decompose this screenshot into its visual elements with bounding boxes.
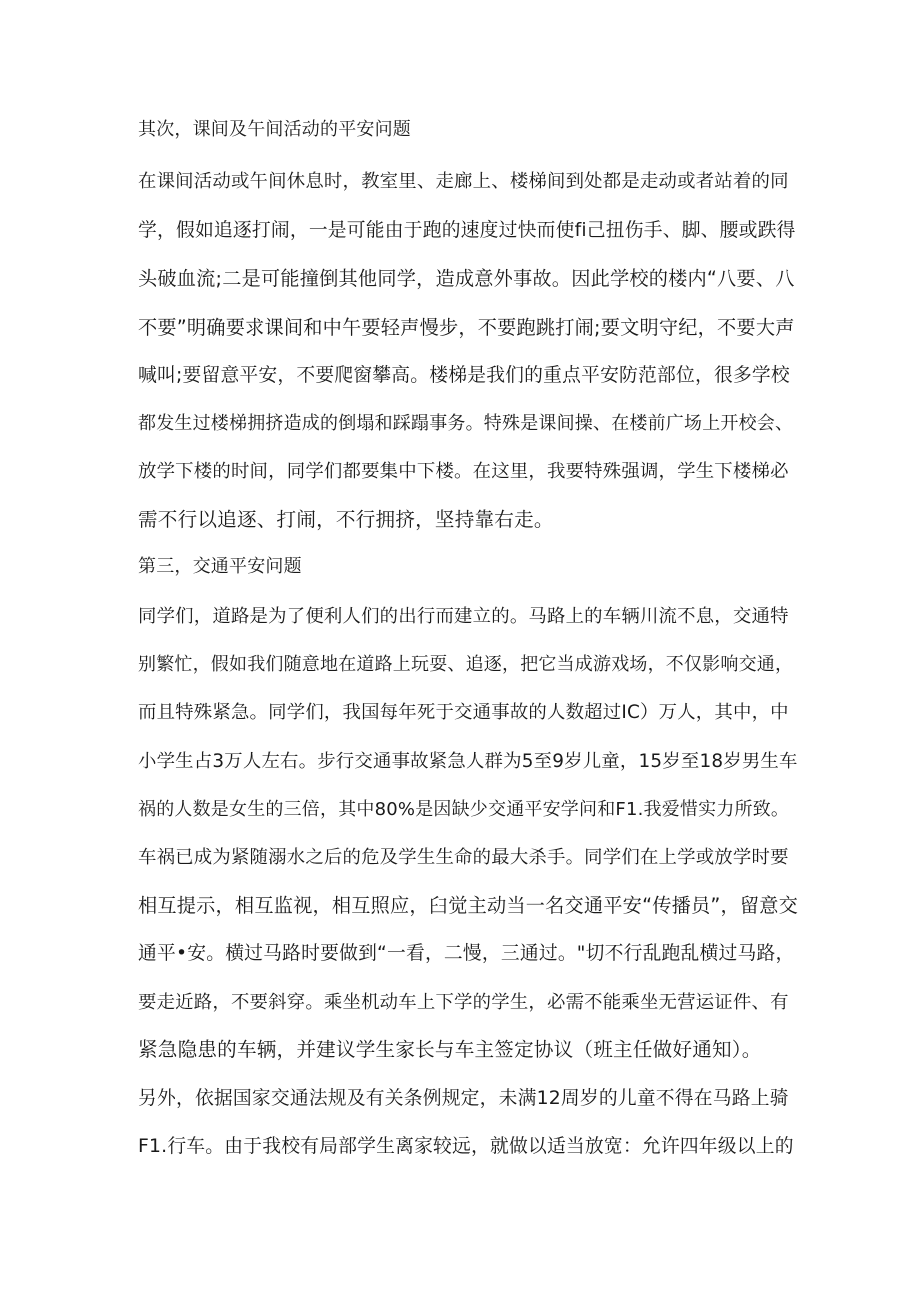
paragraph-line: 而且特殊紧急。同学们，我国每年死于交通事故的人数超过IC）万人，其中，中 [138, 702, 789, 723]
paragraph-line: 在课间活动或午间休息时，教室里、走廊上、楼梯间到处都是走动或者站着的同 [138, 171, 789, 192]
section-heading-activity-safety: 其次，课间及午间活动的平安问题 [138, 119, 411, 140]
paragraph-line: 紧急隐患的车辆，并建议学生家长与车主签定协议（班主任做好通知）。 [138, 1038, 762, 1061]
paragraph-line: 小学生占3万人左右。步行交通事故紧急人群为5至9岁儿童，15岁至18岁男生车 [138, 751, 798, 772]
paragraph-line: 车祸已成为紧随溺水之后的危及学生生命的最大杀手。同学们在上学或放学时要 [138, 847, 789, 868]
paragraph-line: 祸的人数是女生的三倍，其中80%是因缺少交通平安学问和F1.我爱惜实力所致。 [138, 799, 790, 820]
paragraph-line: 不要”明确要求课间和中午要轻声慢步，不要跑跳打闹;要文明守纪，不要大声 [138, 316, 795, 339]
paragraph-line: 同学们，道路是为了便利人们的出行而建立的。马路上的车辆川流不息，交通特 [138, 606, 789, 627]
paragraph-line: 学，假如追逐打闹，一是可能由于跑的速度过快而使fi己扭伤手、脚、腰或跌得 [138, 220, 796, 241]
paragraph-line: F1.行车。由于我校有局部学生离家较远，就做以适当放宽：允许四年级以上的 [138, 1136, 794, 1157]
paragraph-line: 另外，依据国家交通法规及有关条例规定，未满12周岁的儿童不得在马路上骑 [138, 1088, 789, 1109]
paragraph-line: 相互提示，相互监视，相互照应，臼觉主动当一名交通平安“传播员”，留意交 [138, 894, 799, 917]
paragraph-line: 头破血流;二是可能撞倒其他同学，造成意外事故。因此学校的楼内“八要、八 [138, 267, 795, 290]
paragraph-line: 要走近路，不要斜穿。乘坐机动车上下学的学生，必需不能乘坐无营运证件、有 [138, 992, 789, 1013]
paragraph-line: 别繁忙，假如我们随意地在道路上玩耍、追逐，把它当成游戏场，不仅影响交通， [138, 654, 794, 675]
paragraph-line: 都发生过楼梯拥挤造成的倒塌和踩蹋事务。特殊是课间操、在楼前广场上开校会、 [138, 413, 794, 434]
paragraph-line: 放学下楼的时间，同学们都要集中下楼。在这里，我要特殊强调，学生下楼梯必 [138, 461, 789, 482]
paragraph-line: 需不行以追逐、打闹，不行拥挤，坚持靠右走。 [138, 508, 554, 531]
paragraph-line: 喊叫;要留意平安，不要爬窗攀高。楼梯是我们的重点平安防范部位，很多学校 [138, 365, 790, 386]
paragraph-line: 通平•安。横过马路时要做到“一看，二慢，三通过。"切不行乱跑乱横过马路， [138, 943, 795, 964]
section-heading-traffic-safety: 第三，交通平安问题 [138, 556, 302, 577]
